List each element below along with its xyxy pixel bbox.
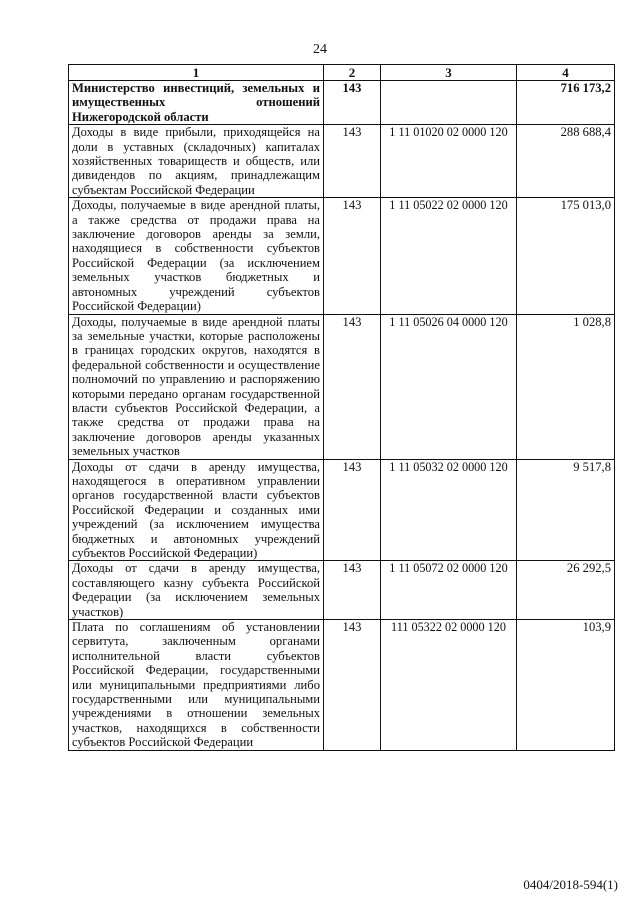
document-footer-code: 0404/2018-594(1) bbox=[523, 877, 618, 892]
row-name: Плата по соглашениям об установлении сервитута, заключенным органами исполнительной власти субъектов Российской Федерации, государственными или муниципальными предприятиями либо государственными или муниципальными учреждениями в отношении земельных участков, находящихся в собственности субъектов Российской Федерации bbox=[69, 620, 324, 751]
row-amount: 175 013,0 bbox=[517, 198, 615, 314]
column-header-1: 1 bbox=[69, 65, 324, 81]
column-header-2: 2 bbox=[324, 65, 381, 81]
column-header-4: 4 bbox=[517, 65, 615, 81]
row-name: Доходы, получаемые в виде арендной платы за земельные участки, которые расположены в границах городских округов, находятся в федеральной собственности и осуществление полномочий по управлению и распоряжению которыми передано органам государственной власти субъектов Российской Федерации, а также средства от продажи права на заключение договоров аренды указанных земельных участков bbox=[69, 314, 324, 459]
table-row bbox=[69, 125, 615, 198]
table-row bbox=[69, 198, 615, 314]
table-row bbox=[69, 561, 615, 620]
row-budget-code: 111 05322 02 0000 120 bbox=[381, 620, 517, 751]
table-row bbox=[69, 620, 615, 751]
row-budget-code bbox=[381, 81, 517, 125]
row-admin-code: 143 bbox=[324, 198, 381, 314]
table-row bbox=[69, 81, 615, 125]
table-row bbox=[69, 314, 615, 459]
row-amount: 716 173,2 bbox=[517, 81, 615, 125]
row-admin-code: 143 bbox=[324, 459, 381, 561]
row-budget-code: 1 11 05026 04 0000 120 bbox=[381, 314, 517, 459]
column-header-3: 3 bbox=[381, 65, 517, 81]
row-budget-code: 1 11 05072 02 0000 120 bbox=[381, 561, 517, 620]
row-amount: 103,9 bbox=[517, 620, 615, 751]
row-amount: 9 517,8 bbox=[517, 459, 615, 561]
row-name: Доходы от сдачи в аренду имущества, находящегося в оперативном управлении органов государственной власти субъектов Российской Федерации и созданных ими учреждений (за исключением имущества бюджетных и автономных учреждений субъектов Российской Федерации) bbox=[69, 459, 324, 561]
row-budget-code: 1 11 01020 02 0000 120 bbox=[381, 125, 517, 198]
row-admin-code: 143 bbox=[324, 314, 381, 459]
row-budget-code: 1 11 05032 02 0000 120 bbox=[381, 459, 517, 561]
row-amount: 26 292,5 bbox=[517, 561, 615, 620]
revenue-table bbox=[68, 64, 615, 751]
row-admin-code: 143 bbox=[324, 561, 381, 620]
page-number: 24 bbox=[313, 42, 327, 57]
row-budget-code: 1 11 05022 02 0000 120 bbox=[381, 198, 517, 314]
row-admin-code: 143 bbox=[324, 81, 381, 125]
table-header-row bbox=[69, 65, 615, 81]
row-amount: 288 688,4 bbox=[517, 125, 615, 198]
row-name: Доходы от сдачи в аренду имущества, составляющего казну субъекта Российской Федерации (за исключением земельных участков) bbox=[69, 561, 324, 620]
row-admin-code: 143 bbox=[324, 125, 381, 198]
row-name: Доходы в виде прибыли, приходящейся на доли в уставных (складочных) капиталах хозяйственных товариществ и обществ, или дивидендов по акциям, принадлежащим субъектам Российской Федерации bbox=[69, 125, 324, 198]
row-admin-code: 143 bbox=[324, 620, 381, 751]
table-row bbox=[69, 459, 615, 561]
row-name: Министерство инвестиций, земельных и имущественных отношений Нижегородской области bbox=[69, 81, 324, 125]
row-name: Доходы, получаемые в виде арендной платы, а также средства от продажи права на заключение договоров аренды за земли, находящиеся в собственности субъектов Российской Федерации (за исключением земельных участков бюджетных и автономных учреждений субъектов Российской Федерации) bbox=[69, 198, 324, 314]
row-amount: 1 028,8 bbox=[517, 314, 615, 459]
